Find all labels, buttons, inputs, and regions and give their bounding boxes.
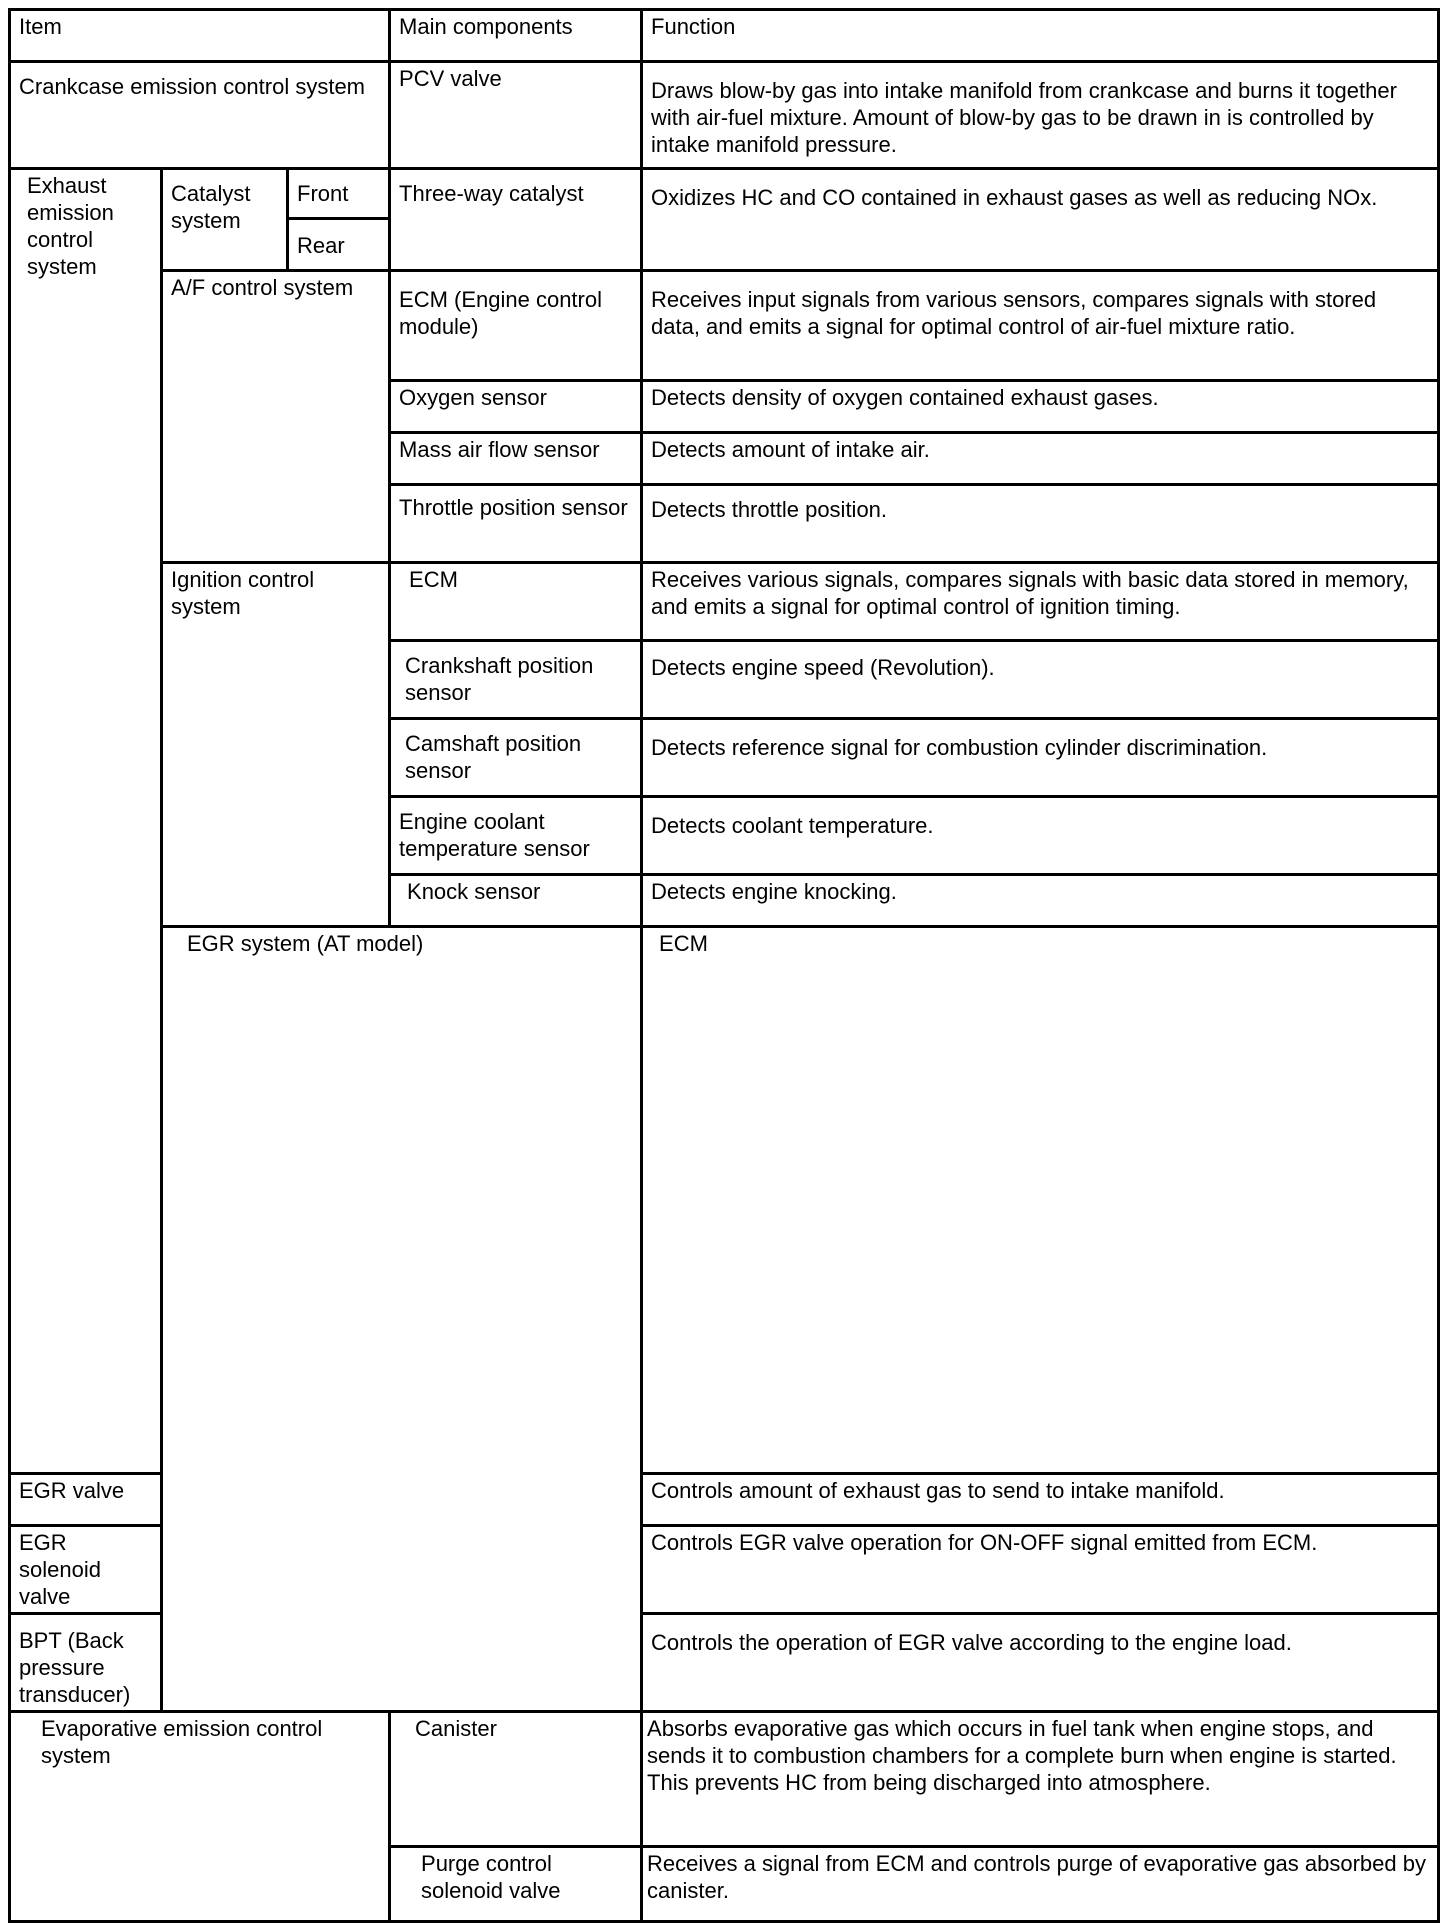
table-row bbox=[10, 271, 1439, 381]
crankcase-function: Draws blow-by gas into intake manifold from crankcase and burns it together with air-fuel mixture. Amount of blow-by gas to be drawn in is controlled by intake manifold pressure. bbox=[642, 62, 1439, 169]
evap-item: Evaporative emission control system bbox=[10, 1712, 390, 1922]
egr-component: ECM bbox=[642, 927, 1439, 1474]
evap-function: Receives a signal from ECM and controls purge of evaporative gas absorbed by canister. bbox=[642, 1847, 1439, 1922]
header-item: Item bbox=[10, 10, 390, 62]
catalyst-component: Three-way catalyst bbox=[390, 169, 642, 271]
catalyst-system-label: Catalyst system bbox=[162, 169, 288, 271]
ignition-component: Engine coolant temperature sensor bbox=[390, 797, 642, 875]
evap-component: Purge control solenoid valve bbox=[390, 1847, 642, 1922]
egr-function: Controls EGR valve operation for ON-OFF signal emitted from ECM. bbox=[642, 1526, 1439, 1614]
af-function: Detects amount of intake air. bbox=[642, 433, 1439, 485]
egr-component: BPT (Back pressure transducer) bbox=[10, 1614, 162, 1712]
exhaust-item: Exhaust emission control system bbox=[10, 169, 162, 1474]
af-function: Detects density of oxygen contained exhaust gases. bbox=[642, 381, 1439, 433]
af-component: Mass air flow sensor bbox=[390, 433, 642, 485]
ignition-function: Detects coolant temperature. bbox=[642, 797, 1439, 875]
crankcase-component: PCV valve bbox=[390, 62, 642, 169]
egr-component: EGR valve bbox=[10, 1474, 162, 1526]
egr-function: Controls the operation of EGR valve according to the engine load. bbox=[642, 1614, 1439, 1712]
catalyst-front: Front bbox=[288, 169, 390, 219]
ignition-component: Knock sensor bbox=[390, 875, 642, 927]
evap-function: Absorbs evaporative gas which occurs in fuel tank when engine stops, and sends it to combustion chambers for a complete burn when engine is started. This prevents HC from being discharged into atmosphere. bbox=[642, 1712, 1439, 1847]
header-main-components: Main components bbox=[390, 10, 642, 62]
egr-function: Controls amount of exhaust gas to send to intake manifold. bbox=[642, 1474, 1439, 1526]
egr-item: EGR system (AT model) bbox=[162, 927, 642, 1712]
ignition-component: ECM bbox=[390, 563, 642, 641]
ignition-function: Detects reference signal for combustion cylinder discrimination. bbox=[642, 719, 1439, 797]
table-row bbox=[10, 563, 1439, 641]
table-row bbox=[10, 169, 1439, 219]
header-row bbox=[10, 10, 1439, 62]
af-control-label: A/F control system bbox=[162, 271, 390, 563]
af-function: Receives input signals from various sensors, compares signals with stored data, and emits a signal for optimal control of air-fuel mixture ratio. bbox=[642, 271, 1439, 381]
af-component: ECM (Engine control module) bbox=[390, 271, 642, 381]
header-function: Function bbox=[642, 10, 1439, 62]
ignition-function: Receives various signals, compares signals with basic data stored in memory, and emits a signal for optimal control of ignition timing. bbox=[642, 563, 1439, 641]
catalyst-function: Oxidizes HC and CO contained in exhaust gases as well as reducing NOx. bbox=[642, 169, 1439, 271]
ignition-component: Crankshaft position sensor bbox=[390, 641, 642, 719]
table-row bbox=[10, 62, 1439, 169]
af-component: Throttle position sensor bbox=[390, 485, 642, 563]
ignition-control-label: Ignition control system bbox=[162, 563, 390, 927]
table-row bbox=[10, 1712, 1439, 1847]
table-row bbox=[10, 927, 1439, 1474]
egr-component: EGR solenoid valve bbox=[10, 1526, 162, 1614]
ignition-function: Detects engine speed (Revolution). bbox=[642, 641, 1439, 719]
ignition-component: Camshaft position sensor bbox=[390, 719, 642, 797]
catalyst-rear: Rear bbox=[288, 219, 390, 271]
ignition-function: Detects engine knocking. bbox=[642, 875, 1439, 927]
af-function: Detects throttle position. bbox=[642, 485, 1439, 563]
evap-component: Canister bbox=[390, 1712, 642, 1847]
emission-control-table bbox=[8, 8, 1440, 1923]
crankcase-item: Crankcase emission control system bbox=[10, 62, 390, 169]
af-component: Oxygen sensor bbox=[390, 381, 642, 433]
